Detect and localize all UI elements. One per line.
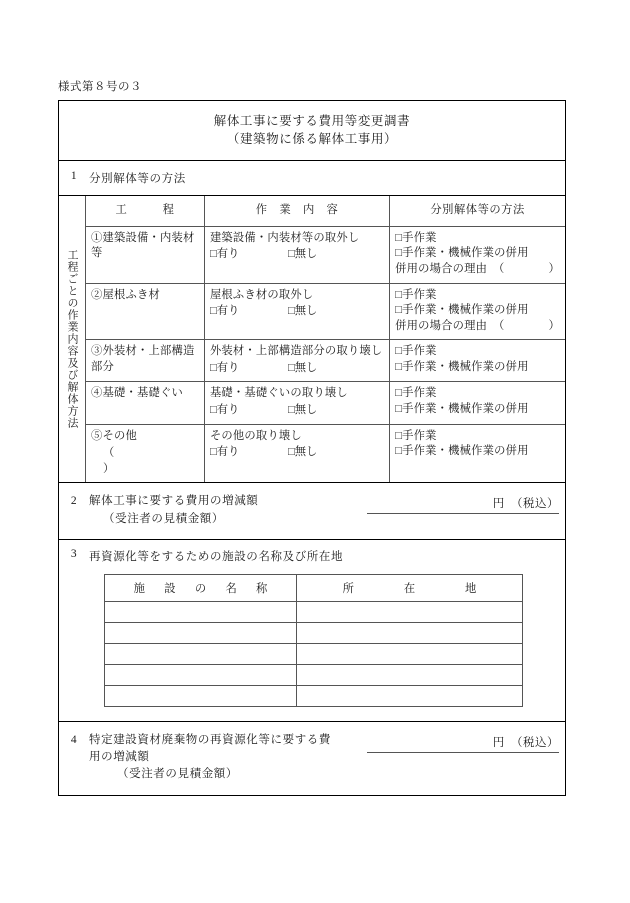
checkbox-yes-4[interactable]: □有り	[209, 404, 240, 417]
checkbox-yes-5[interactable]: □有り	[209, 446, 240, 459]
checkbox-manual-4[interactable]: □手作業	[395, 387, 437, 400]
section-4-subtitle: （受注者の見積金額）	[117, 768, 238, 781]
checkbox-no-2[interactable]: □無し	[287, 305, 318, 318]
column-header-work-content: 作 業 内 容	[204, 196, 389, 226]
method-cell-5	[390, 424, 565, 482]
form-title-sub: （建築物に係る解体工事用）	[226, 132, 398, 147]
section-3-title: 再資源化等をするための施設の名称及び所在地	[89, 550, 344, 563]
facility-address-cell-5[interactable]	[297, 685, 523, 706]
section-4-body	[59, 722, 565, 795]
process-table-header-row	[86, 196, 565, 226]
paren-open-5: （	[103, 447, 115, 460]
section-1-number: 1	[70, 170, 78, 183]
checkbox-combined-3[interactable]: □手作業・機械作業の併用	[395, 360, 529, 373]
facility-table-header-row	[105, 574, 523, 601]
section-4-title-line2: 用の増減額	[89, 751, 150, 764]
work-title-2: 屋根ふき材の取外し	[209, 288, 314, 301]
process-cell-4	[86, 382, 204, 424]
facility-name-cell-3[interactable]	[105, 643, 297, 664]
table-row	[105, 601, 523, 622]
section-3	[59, 540, 565, 722]
section-2	[59, 483, 565, 540]
section-4-text	[89, 732, 331, 784]
work-options-5	[210, 444, 384, 461]
reason-label-1: 併用の場合の理由 （	[395, 262, 505, 275]
checkbox-yes-3[interactable]: □有り	[209, 361, 240, 374]
facility-address-cell-2[interactable]	[297, 622, 523, 643]
facility-name-cell-2[interactable]	[105, 622, 297, 643]
section-4-title-line1: 特定建設資材廃棄物の再資源化等に要する費	[89, 733, 331, 746]
checkbox-manual-2[interactable]: □手作業	[395, 288, 437, 301]
facility-table	[104, 574, 523, 707]
checkbox-combined-5[interactable]: □手作業・機械作業の併用	[395, 445, 529, 458]
checkbox-no-5[interactable]: □無し	[287, 446, 318, 459]
checkbox-combined-2[interactable]: □手作業・機械作業の併用	[395, 304, 529, 317]
process-cell-5	[86, 424, 204, 482]
checkbox-no-4[interactable]: □無し	[287, 404, 318, 417]
reason-field-1[interactable]	[395, 262, 560, 278]
facility-name-cell-4[interactable]	[105, 664, 297, 685]
method-cell-2	[390, 283, 565, 340]
work-cell-1	[204, 226, 389, 283]
form-outer-frame	[58, 100, 566, 796]
work-title-1: 建築設備・内装材等の取外し	[209, 231, 360, 244]
checkbox-no-1[interactable]: □無し	[287, 248, 318, 261]
column-header-facility-address: 所 在 地	[297, 574, 523, 601]
table-row	[105, 664, 523, 685]
method-cell-1	[390, 226, 565, 283]
form-number: 様式第８号の３	[58, 81, 142, 93]
checkbox-yes-1[interactable]: □有り	[209, 248, 240, 261]
work-cell-2	[204, 283, 389, 340]
paren-close-5: ）	[103, 462, 115, 475]
work-title-4: 基礎・基礎ぐいの取り壊し	[209, 387, 348, 400]
process-label-4: ④基礎・基礎ぐい	[91, 387, 183, 400]
section-4-amount-field[interactable]	[367, 734, 559, 753]
checkbox-combined-4[interactable]: □手作業・機械作業の併用	[395, 403, 529, 416]
table-row	[86, 382, 565, 424]
column-header-process: 工 程	[86, 196, 204, 226]
work-cell-3	[204, 340, 389, 382]
process-label-2: ②屋根ふき材	[91, 288, 160, 301]
facility-address-cell-3[interactable]	[297, 643, 523, 664]
section-2-heading	[59, 493, 258, 528]
checkbox-yes-2[interactable]: □有り	[209, 305, 240, 318]
work-options-1	[210, 246, 384, 263]
table-row	[86, 283, 565, 340]
demolition-method-grid	[59, 195, 565, 482]
table-row	[105, 622, 523, 643]
table-row	[86, 226, 565, 283]
table-row	[86, 340, 565, 382]
reason-close-1: ）	[548, 262, 560, 275]
section-4	[59, 722, 565, 795]
work-options-2	[210, 303, 384, 320]
checkbox-manual-5[interactable]: □手作業	[395, 429, 437, 442]
table-row	[105, 685, 523, 706]
checkbox-no-3[interactable]: □無し	[287, 361, 318, 374]
form-title-main: 解体工事に要する費用等変更調書	[213, 114, 411, 128]
reason-close-2: ）	[548, 319, 560, 332]
facility-address-cell-1[interactable]	[297, 601, 523, 622]
process-other-input-5[interactable]	[91, 444, 199, 477]
vertical-label-cell	[59, 196, 86, 482]
section-1-heading	[59, 161, 565, 195]
process-label-1: ①建築設備・内装材等	[91, 231, 195, 260]
section-3-heading	[59, 540, 565, 570]
column-header-method: 分別解体等の方法	[390, 196, 565, 226]
column-header-facility-name: 施 設 の 名 称	[105, 574, 297, 601]
reason-field-2[interactable]	[395, 319, 560, 335]
checkbox-combined-1[interactable]: □手作業・機械作業の併用	[395, 247, 529, 260]
checkbox-manual-1[interactable]: □手作業	[395, 231, 437, 244]
method-cell-4	[390, 382, 565, 424]
facility-address-cell-4[interactable]	[297, 664, 523, 685]
section-2-title: 解体工事に要する費用の増減額	[89, 495, 259, 508]
process-cell-2	[86, 283, 204, 340]
section-4-number: 4	[70, 733, 78, 746]
section-2-subtitle: （受注者の見積金額）	[103, 512, 224, 525]
process-table	[86, 196, 565, 482]
section-2-amount-unit: 円 （税込）	[492, 498, 559, 511]
facility-name-cell-5[interactable]	[105, 685, 297, 706]
reason-label-2: 併用の場合の理由 （	[395, 319, 505, 332]
work-cell-4	[204, 382, 389, 424]
vertical-label-text: 工程ごとの作業内容及び解体方法	[66, 249, 79, 430]
section-1	[59, 161, 565, 483]
facility-name-cell-1[interactable]	[105, 601, 297, 622]
section-2-text	[89, 493, 258, 528]
checkbox-manual-3[interactable]: □手作業	[395, 345, 437, 358]
process-label-5: ⑤その他	[91, 429, 137, 442]
work-title-3: 外装材・上部構造部分の取り壊し	[209, 345, 383, 358]
work-options-4	[210, 402, 384, 419]
process-label-3: ③外装材・上部構造部分	[91, 345, 195, 373]
process-cell-1	[86, 226, 204, 283]
work-title-5: その他の取り壊し	[209, 429, 302, 442]
table-row	[86, 424, 565, 482]
section-4-amount-unit: 円 （税込）	[492, 736, 559, 749]
table-row	[105, 643, 523, 664]
process-cell-3	[86, 340, 204, 382]
section-4-heading	[59, 732, 331, 784]
section-2-number: 2	[70, 495, 78, 508]
section-3-number: 3	[70, 547, 78, 560]
work-options-3	[210, 360, 384, 377]
method-cell-3	[390, 340, 565, 382]
section-1-title: 分別解体等の方法	[89, 173, 186, 186]
work-cell-5	[204, 424, 389, 482]
form-title-block	[59, 101, 565, 161]
section-2-amount-field[interactable]	[367, 495, 559, 514]
